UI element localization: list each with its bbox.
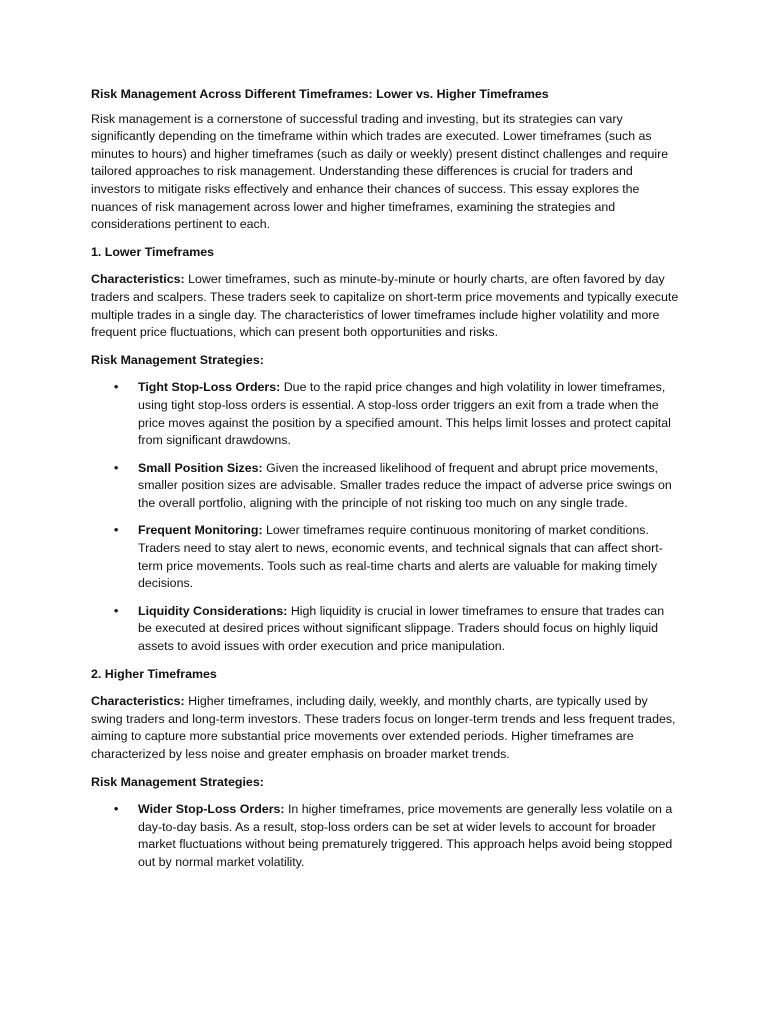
document-page — [91, 86, 679, 882]
list-item-label: Small Position Sizes: — [138, 460, 263, 475]
strategies-list-lower — [91, 379, 679, 655]
characteristics-label: Characteristics: — [91, 272, 185, 287]
strategies-list-higher — [91, 801, 679, 871]
characteristics-paragraph-lower — [91, 271, 679, 341]
document-title: Risk Management Across Different Timeframes: Lower vs. Higher Timeframes — [91, 87, 549, 101]
list-item-label: Wider Stop-Loss Orders: — [138, 802, 285, 817]
bullet-icon: • — [114, 802, 119, 817]
list-item-label: Frequent Monitoring: — [138, 523, 263, 538]
list-item-text: High liquidity is crucial in lower timeframes to ensure that trades can be executed at desired prices without significant slippage. Traders should focus on highly liquid assets to avoid issues with order execution and price manipulation. — [138, 603, 665, 654]
list-item — [91, 379, 679, 449]
list-item-text: Lower timeframes require continuous monitoring of market conditions. Traders need to stay alert to news, economic events, and technical signals that can affect short-term price movements. Tools such as real-time charts and alerts are valuable for making timely decisions. — [138, 523, 663, 591]
section-heading-lower-timeframes: 1. Lower Timeframes — [91, 244, 215, 259]
list-item — [91, 522, 679, 592]
bullet-icon: • — [114, 523, 119, 538]
characteristics-paragraph-higher — [91, 693, 679, 763]
characteristics-text: Lower timeframes, such as minute-by-minute or hourly charts, are often favored by day traders and scalpers. These traders seek to capitalize on short-term price movements and typically execute multiple trades in a single day. The characteristics of lower timeframes include higher volatility and more frequent price fluctuations, which can present both opportunities and risks. — [91, 272, 679, 340]
intro-paragraph: Risk management is a cornerstone of successful trading and investing, but its strategies can vary significantly depending on the timeframe within which trades are executed. Lower timeframes (such as minutes to hours) and higher timeframes (such as daily or weekly) present distinct challenges and require tailored approaches to risk management. Understanding these differences is crucial for traders and investors to mitigate risks effectively and enhance their chances of success. This essay explores the nuances of risk management across lower and higher timeframes, examining the strategies and considerations pertinent to each. — [91, 111, 669, 232]
list-item-text: Due to the rapid price changes and high volatility in lower timeframes, using tight stop-loss orders is essential. A stop-loss order triggers an exit from a trade when the price moves against the position by a specified amount. This helps limit losses and protect capital from significant drawdowns. — [138, 380, 671, 448]
list-item — [91, 603, 679, 656]
section-heading-higher-timeframes: 2. Higher Timeframes — [91, 666, 217, 681]
strategies-heading-lower: Risk Management Strategies: — [91, 352, 264, 367]
strategies-heading-higher: Risk Management Strategies: — [91, 774, 264, 789]
list-item-label: Tight Stop-Loss Orders: — [138, 380, 281, 395]
bullet-icon: • — [114, 380, 119, 395]
list-item-text: In higher timeframes, price movements are generally less volatile on a day-to-day basis. As a result, stop-loss orders can be set at wider levels to account for broader market fluctuations without being prematurely triggered. This approach helps avoid being stopped out by normal market volatility. — [138, 802, 673, 869]
characteristics-text: Higher timeframes, including daily, weekly, and monthly charts, are typically used by swing traders and long-term investors. These traders focus on longer-term trends and less frequent trades, aiming to capture more substantial price movements over extended periods. Higher timeframes are characterized by less noise and greater emphasis on broader market trends. — [91, 694, 676, 761]
bullet-icon: • — [114, 460, 119, 475]
list-item — [91, 801, 679, 871]
bullet-icon: • — [114, 603, 119, 618]
list-item-label: Liquidity Considerations: — [138, 603, 288, 618]
list-item — [91, 460, 679, 513]
list-item-text: Given the increased likelihood of frequent and abrupt price movements, smaller position sizes are advisable. Smaller trades reduce the impact of adverse price swings on the overall portfolio, aligning with the principle of not risking too much on any single trade. — [138, 460, 672, 510]
characteristics-label: Characteristics: — [91, 694, 185, 709]
